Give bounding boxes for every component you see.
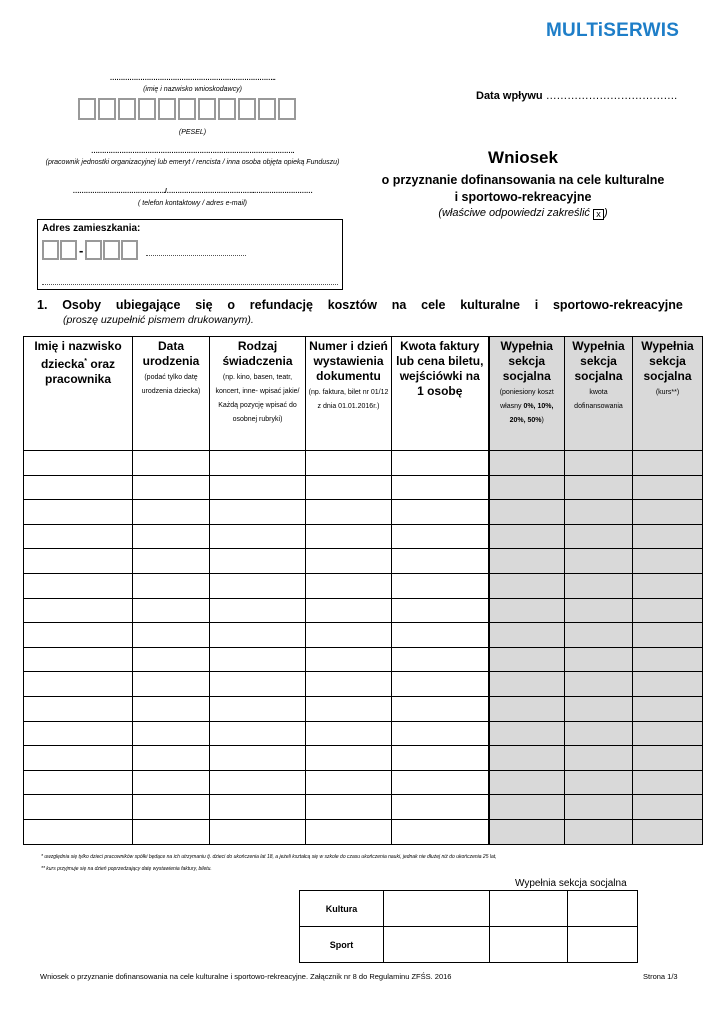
table-cell[interactable] [565,696,633,721]
table-cell[interactable] [306,721,392,746]
pesel-digit-box[interactable] [98,98,116,120]
table-row [24,598,703,623]
form-instruction-text: (właściwe odpowiedzi zakreślić [438,207,590,219]
table-row [24,696,703,721]
table-cell[interactable] [306,647,392,672]
postcode-digit-box[interactable] [42,240,59,260]
section-title-word: Osoby [62,298,102,312]
table-cell[interactable] [210,770,306,795]
section-title-word: i [534,298,539,312]
table-cell[interactable] [24,524,133,549]
table-cell[interactable] [306,598,392,623]
section-title-word: o [227,298,235,312]
applicant-status-hint: (pracownik jednostki organizacyjnej lub emeryt / rencista / inna osoba objęta opieką Funduszu) [45,159,340,166]
col-header-rate: Wypełnia sekcja socjalna (kurs**) [633,337,703,451]
table-cell[interactable] [210,746,306,771]
table-cell[interactable] [633,598,703,623]
page-number: Strona 1/3 [643,972,678,981]
table-cell[interactable] [24,696,133,721]
table-cell[interactable] [306,451,392,476]
table-cell[interactable] [392,696,489,721]
pesel-digit-box[interactable] [138,98,156,120]
pesel-digit-box[interactable] [218,98,236,120]
table-cell[interactable] [565,475,633,500]
table-cell[interactable] [306,770,392,795]
social-cell[interactable] [490,927,568,963]
col-header-amount: Kwota faktury lub cena biletu, wejściówki na 1 osobę [392,337,489,451]
col-header-birthdate: Data urodzenia (podać tylko datę urodzenia dziecka) [133,337,210,451]
table-cell[interactable] [306,549,392,574]
social-label-sport: Sport [300,927,384,963]
section-number: 1. [37,298,48,312]
col-header-name: Imię i nazwisko dziecka* oraz pracownika [24,337,133,451]
form-title: Wniosek [488,148,558,167]
table-cell[interactable] [565,746,633,771]
table-cell[interactable] [565,795,633,820]
table-cell[interactable] [306,573,392,598]
table-cell[interactable] [565,770,633,795]
table-cell[interactable] [133,721,210,746]
table-cell[interactable] [489,746,565,771]
pesel-digit-box[interactable] [198,98,216,120]
table-cell[interactable] [133,770,210,795]
form-title-block [378,148,668,220]
social-cell[interactable] [490,891,568,927]
company-logo: MULTiSERWIS [546,20,680,41]
table-cell[interactable] [133,746,210,771]
table-cell[interactable] [24,721,133,746]
pesel-hint: (PESEL) [178,129,207,136]
table-cell[interactable] [24,647,133,672]
table-cell[interactable] [133,598,210,623]
table-cell[interactable] [633,451,703,476]
table-cell[interactable] [306,524,392,549]
table-cell[interactable] [392,672,489,697]
table-cell[interactable] [133,696,210,721]
table-row [24,549,703,574]
col-header-benefit-type: Rodzaj świadczenia (np. kino, basen, teatr, koncert, inne- wpisać jakie/ Każdą pozycję wpisać do osobnej rubryki) [210,337,306,451]
table-cell[interactable] [489,598,565,623]
table-cell[interactable] [306,696,392,721]
table-cell[interactable] [565,573,633,598]
city-field[interactable] [146,255,246,256]
table-cell[interactable] [489,451,565,476]
contact-field[interactable]: ……………………………………./…………………………………..……………………… [72,188,313,195]
table-cell[interactable] [489,475,565,500]
table-cell[interactable] [210,598,306,623]
table-row [24,647,703,672]
table-cell[interactable] [489,524,565,549]
checkbox-x-icon: x [593,209,604,220]
section-title-word: na [391,298,407,312]
table-cell[interactable] [24,500,133,525]
table-cell[interactable] [565,500,633,525]
table-row [24,721,703,746]
section-title-word: kulturalne [460,298,520,312]
table-cell[interactable] [633,573,703,598]
table-cell[interactable] [633,696,703,721]
applicant-status-field[interactable]: …………………………………………………………………………………. [91,148,294,155]
receipt-date[interactable] [476,90,677,102]
table-cell[interactable] [489,819,565,844]
table-cell[interactable] [306,795,392,820]
table-cell[interactable] [489,770,565,795]
section-title-word: kosztów [327,298,378,312]
street-field[interactable] [42,284,338,285]
table-cell[interactable] [24,573,133,598]
section-title-word: sportowo-rekreacyjne [552,298,683,312]
postcode-digit-box[interactable] [60,240,77,260]
social-cell[interactable] [568,927,638,963]
col-header-subsidy: Wypełnia sekcja socjalna kwota dofinansowania [565,337,633,451]
table-cell[interactable] [210,549,306,574]
social-cell[interactable] [384,891,490,927]
contact-hint: ( telefon kontaktowy / adres e-mail) [138,200,247,207]
table-row [24,500,703,525]
table-cell[interactable] [133,573,210,598]
form-subtitle-line1: o przyznanie dofinansowania na cele kulturalne [381,173,665,187]
table-row [24,451,703,476]
table-cell[interactable] [633,623,703,648]
table-cell[interactable] [133,795,210,820]
table-cell[interactable] [565,672,633,697]
table-cell[interactable] [133,549,210,574]
table-cell[interactable] [210,672,306,697]
section-title-word: ubiegające [115,298,181,312]
table-cell[interactable] [633,672,703,697]
table-cell[interactable] [306,623,392,648]
postcode-digit-box[interactable] [85,240,102,260]
table-cell[interactable] [633,819,703,844]
table-cell[interactable] [210,475,306,500]
table-cell[interactable] [392,598,489,623]
receipt-date-label: Data wpływu [476,90,543,102]
section-title-word: się [195,298,213,312]
table-cell[interactable] [210,524,306,549]
table-cell[interactable] [306,746,392,771]
table-cell[interactable] [133,819,210,844]
table-cell[interactable] [633,721,703,746]
social-label-culture: Kultura [300,891,384,927]
table-cell[interactable] [210,623,306,648]
table-row [24,623,703,648]
table-cell[interactable] [24,770,133,795]
pesel-digit-box[interactable] [278,98,296,120]
table-cell[interactable] [392,475,489,500]
table-cell[interactable] [489,672,565,697]
table-cell[interactable] [489,696,565,721]
social-row-culture [300,891,638,927]
table-cell[interactable] [24,549,133,574]
table-cell[interactable] [633,500,703,525]
table-cell[interactable] [24,819,133,844]
postcode-dash: - [79,242,84,258]
table-row [24,795,703,820]
table-row [24,672,703,697]
col-header-own-cost: Wypełnia sekcja socjalna (poniesiony koszt własny 0%, 10%, 20%, 50%) [489,337,565,451]
table-cell[interactable] [565,524,633,549]
table-cell[interactable] [633,795,703,820]
refund-table [23,336,703,845]
footnote-children: * uwzględnia się tylko dzieci pracowników spółki będące na ich utrzymaniu tj. dzieci do ukończenia lat 18, a jeżeli kształcą się w szkole do czasu ukończenia nauki, jednak nie dłużej niż do ukończenia 25 lat, [41,854,497,860]
table-cell[interactable] [133,524,210,549]
social-row-sport [300,927,638,963]
address-box [37,219,343,290]
table-cell[interactable] [565,647,633,672]
table-cell[interactable] [24,795,133,820]
address-label: Adres zamieszkania: [42,223,141,234]
table-cell[interactable] [392,500,489,525]
table-cell[interactable] [565,451,633,476]
section-1-title [37,298,683,312]
social-section-caption: Wypełnia sekcja socjalna [515,878,627,889]
table-cell[interactable] [392,721,489,746]
table-cell[interactable] [24,475,133,500]
table-cell[interactable] [133,500,210,525]
table-cell[interactable] [633,647,703,672]
receipt-date-dots[interactable]: ………………………………. [545,90,677,102]
pesel-digit-box[interactable] [158,98,176,120]
section-1-heading [37,298,683,326]
table-cell[interactable] [565,623,633,648]
social-cell[interactable] [384,927,490,963]
table-cell[interactable] [489,549,565,574]
table-cell[interactable] [489,795,565,820]
pesel-digit-box[interactable] [78,98,96,120]
social-cell[interactable] [568,891,638,927]
section-title-word: cele [421,298,446,312]
table-cell[interactable] [489,721,565,746]
postcode-boxes[interactable] [42,240,138,260]
table-row [24,475,703,500]
table-cell[interactable] [392,549,489,574]
table-header-row [24,337,703,451]
table-cell[interactable] [489,623,565,648]
table-cell[interactable] [133,647,210,672]
footnote-rate: ** kurs przyjmuje się na dzień poprzedzający datę wystawienia faktury, biletu. [41,866,212,872]
pesel-digit-box[interactable] [118,98,136,120]
section-1-note: (proszę uzupełnić pismem drukowanym). [63,314,254,326]
table-cell[interactable] [633,475,703,500]
table-cell[interactable] [133,451,210,476]
table-cell[interactable] [392,770,489,795]
form-instruction-close: ) [604,207,608,219]
table-cell[interactable] [392,623,489,648]
table-cell[interactable] [24,451,133,476]
table-cell[interactable] [133,623,210,648]
table-cell[interactable] [633,524,703,549]
table-cell[interactable] [565,549,633,574]
table-cell[interactable] [489,500,565,525]
table-cell[interactable] [210,647,306,672]
table-cell[interactable] [210,795,306,820]
table-cell[interactable] [210,500,306,525]
col-header-document: Numer i dzień wystawienia dokumentu (np. faktura, bilet nr 01/12 z dnia 01.01.2016r.) [306,337,392,451]
table-cell[interactable] [306,672,392,697]
table-cell[interactable] [306,475,392,500]
form-subtitle-line2: i sportowo-rekreacyjne [454,190,592,204]
table-cell[interactable] [133,475,210,500]
postcode-digit-box[interactable] [121,240,138,260]
table-cell[interactable] [392,819,489,844]
pesel-digit-box[interactable] [178,98,196,120]
table-cell[interactable] [565,819,633,844]
table-cell[interactable] [633,770,703,795]
table-cell[interactable] [392,647,489,672]
table-cell[interactable] [24,746,133,771]
page-footer: Wniosek o przyznanie dofinansowania na cele kulturalne i sportowo-rekreacyjne. Załącznik nr 8 do Regulaminu ZFŚS. 2016 [40,972,452,981]
table-row [24,573,703,598]
table-cell[interactable] [24,672,133,697]
table-cell[interactable] [392,524,489,549]
table-cell[interactable] [210,696,306,721]
table-cell[interactable] [306,819,392,844]
table-cell[interactable] [210,573,306,598]
table-row [24,524,703,549]
table-cell[interactable] [392,746,489,771]
table-cell[interactable] [306,500,392,525]
table-cell[interactable] [489,647,565,672]
table-cell[interactable] [489,573,565,598]
table-cell[interactable] [392,795,489,820]
applicant-name-field[interactable]: ………………………………………………………………….. [109,75,276,82]
table-cell[interactable] [633,549,703,574]
table-cell[interactable] [565,598,633,623]
table-cell[interactable] [133,672,210,697]
table-cell[interactable] [210,721,306,746]
table-cell[interactable] [633,746,703,771]
applicant-name-hint: (imię i nazwisko wnioskodawcy) [143,86,242,93]
pesel-digit-box[interactable] [238,98,256,120]
pesel-digit-box[interactable] [258,98,276,120]
table-cell[interactable] [392,451,489,476]
table-cell[interactable] [24,623,133,648]
table-row [24,819,703,844]
table-cell[interactable] [210,451,306,476]
pesel-boxes[interactable] [78,98,296,120]
table-cell[interactable] [210,819,306,844]
social-section-table [299,890,638,963]
table-row [24,770,703,795]
form-instruction [378,207,668,220]
postcode-digit-box[interactable] [103,240,120,260]
table-cell[interactable] [24,598,133,623]
table-cell[interactable] [392,573,489,598]
table-row [24,746,703,771]
table-cell[interactable] [565,721,633,746]
section-title-word: refundację [249,298,313,312]
